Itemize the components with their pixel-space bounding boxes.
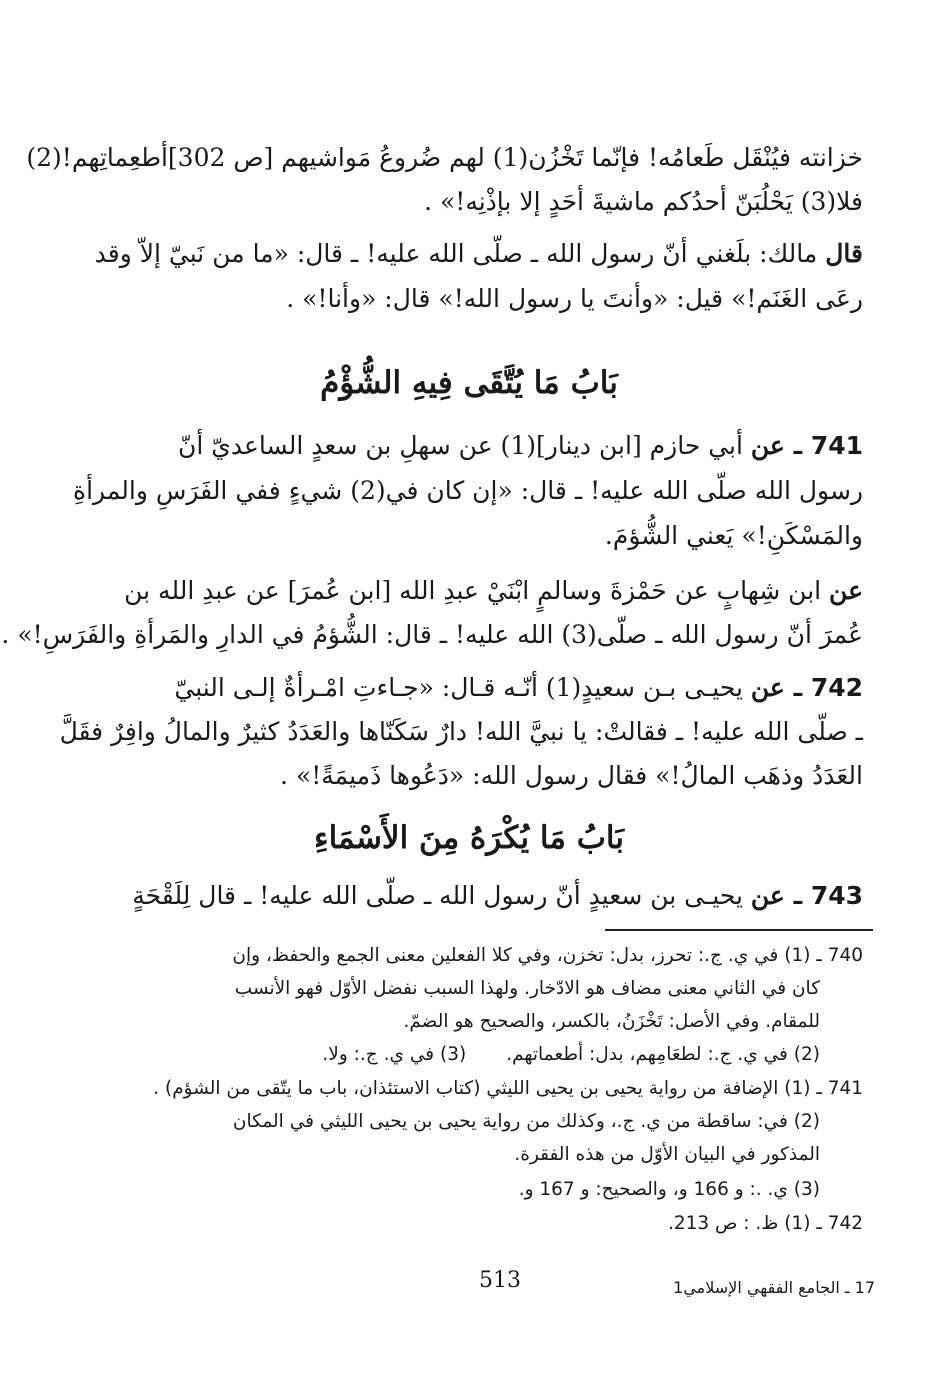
footnote-line: 741 ـ (1) الإضافة من رواية يحيى بن يحيى الليثي (كتاب الاستئذان، باب ما يتّقى من الشؤم) . [153,1078,863,1099]
hadith-number: 743 ـ [784,881,863,910]
section-heading: بَابُ مَا يُتَّقَى فِيهِ الشُّؤْمُ [320,365,618,401]
hadith-number: 742 ـ [784,673,863,702]
text-line [73,573,863,609]
footnote-line: 742 ـ (1) ظ. : ص 213. [667,1213,863,1234]
text-span: ابن شِهابٍ عن حَمْزةَ وسالمٍ ابْنَيْ عبدِ الله [ابن عُمرَ] عن عبدِ الله بن [124,576,830,605]
hadith-number: 741 ـ [784,431,863,460]
text-line: ـ صلّى الله عليه! ـ فقالتْ: يا نبيَّ الله! دارٌ سَكَنّاها والعَدَدُ كثيرٌ والمالُ وافِرٌ فقَلَّ [59,717,863,746]
footnote-line: 740 ـ (1) في ي. ج.: تحرز، بدل: تخزن، وفي كلا الفعلين معنى الجمع والحفظ، وإن [232,945,863,966]
text-line: والمَسْكَنِ!» يَعني الشُّؤمَ. [604,521,863,550]
paragraph-lead-word: عن [750,431,785,460]
footnote-line: (3) ي. .: و 166 و، والصحيح: و 167 و. [518,1179,820,1200]
footnote-entry: (3) في ي. ج.: ولا. [322,1044,467,1065]
footnote-entry: (2) في ي. ج.: لطعَامِهم، بدل: أطعماتهم. [506,1044,820,1065]
text-span: أبي حازم [ابن دينار](1) عن سهلِ بن سعدٍ الساعديّ أنّ [178,431,751,460]
page-number: 513 [479,1268,521,1293]
paragraph-lead-word: عن [750,881,785,910]
footnote-line: المذكور في البيان الأوّل من هذه الفقرة. [514,1144,820,1165]
text-line [73,670,863,706]
paragraph-lead-word: عن [750,673,785,702]
paragraph-lead-word: عن [829,576,863,605]
text-line: فلا(3) يَحْلُبَنّ أحدُكم ماشيةَ أحَدٍ إلا بإذْنِه!» . [424,187,863,216]
text-line: خزانته فيُنْقَل طَعامُه! فإنّما تَخْزُن(1) لهم ضُروعُ مَواشيهم [ص 302]أطعِماتِهم!(2) [26,143,863,172]
footnote-line: (2) في: ساقطة من ي. ج.، وكذلك من رواية يحيى بن يحيى الليثي في المكان [232,1111,820,1132]
text-line [73,878,863,914]
section-heading: بَابُ مَا يُكْرَهُ مِنَ الأَسْمَاءِ [314,820,624,856]
text-line: عُمرَ أنّ رسول الله ـ صلّى(3) الله عليه! ـ قال: الشُّؤمُ في الدارِ والمَرأةِ والفَرَسِ!» . [1,620,863,649]
text-line [73,428,863,464]
text-span: مالك: بلَغني أنّ رسول الله ـ صلّى الله عليه! ـ قال: «ما من نَبيّ إلاّ وقد [94,239,826,268]
text-line: العَدَدُ وذهَب المالُ!» فقال رسول الله: «دَعُوها ذَميمَةً!» . [280,761,863,790]
paragraph-lead-word: قال [825,239,863,268]
footnote-line: كان في الثاني معنى مضاف هو الادّخار. ولهذا السبب نفضل الأوّل فهو الأنسب [234,978,820,999]
text-line [73,236,863,272]
footnote-line: للمقام. وفي الأصل: تَخْزَنُ، بالكسر، والصحيح هو الضمّ. [403,1011,820,1032]
text-line: رسول الله صلّى الله عليه! ـ قال: «إن كان في(2) شيءٍ ففي الفَرَسِ والمرأةِ [72,476,863,505]
text-span: يحيـى بـن سعيدٍ(1) أنّـه قـال: «جـاءتِ امْـرأةٌ إلـى النبيّ [174,673,751,702]
text-line: رعَى الغَنَم!» قيل: «وأنتَ يا رسول الله!» قال: «وأنا!» . [286,284,863,313]
text-span: يحيـى بن سعيدٍ أنّ رسول الله ـ صلّى الله عليه! ـ قال لِلَقْحَةٍ [132,881,751,910]
footnote-line [72,1041,820,1069]
signature-footer: 17 ـ الجامع الفقهي الإسلامي1 [673,1278,875,1297]
footnote-divider [605,929,873,931]
